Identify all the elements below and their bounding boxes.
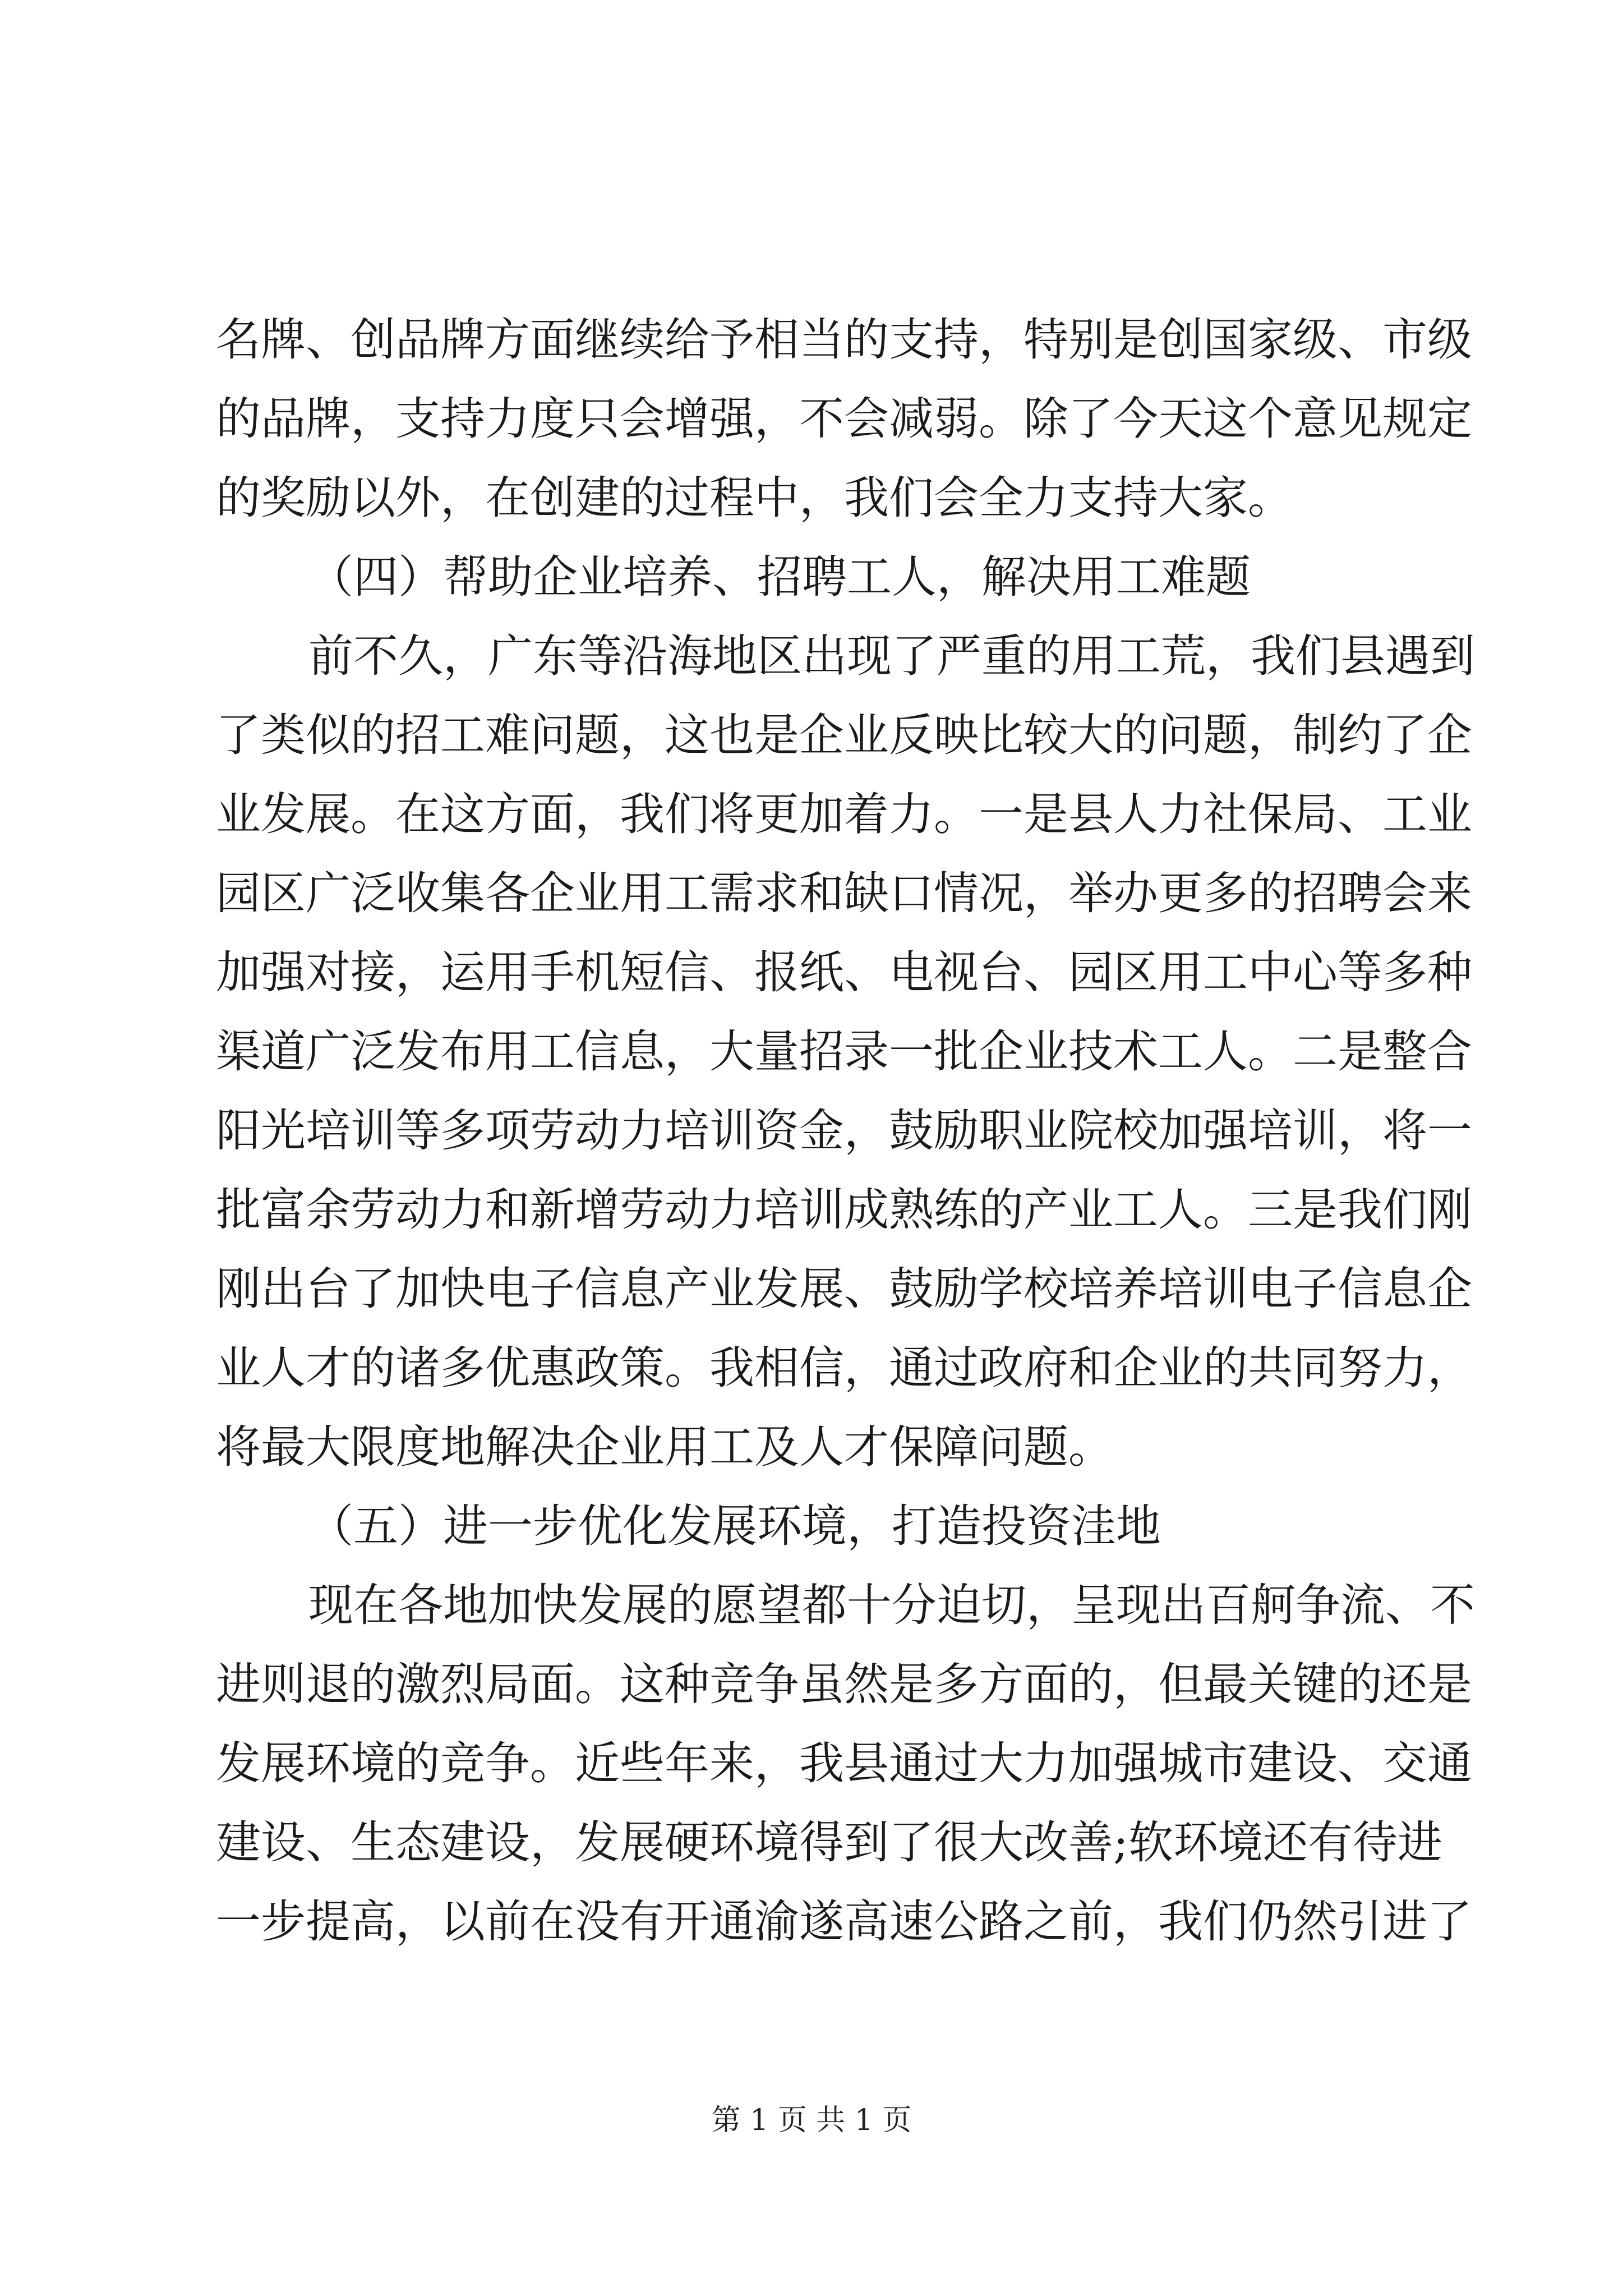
body-text-line: 业发展。在这方面，我们将更加着力。一是县人力社保局、工业 [216, 788, 1472, 840]
body-text-line: 加强对接，运用手机短信、报纸、电视台、园区用工中心等多种 [216, 946, 1472, 999]
body-text-line: 一步提高，以前在没有开通渝遂高速公路之前，我们仍然引进了 [216, 1895, 1472, 1948]
body-text-line: 将最大限度地解决企业用工及人才保障问题。 [216, 1421, 1113, 1473]
body-text-line: 的品牌，支持力度只会增强，不会减弱。除了今天这个意见规定 [216, 393, 1472, 445]
page-number-footer: 第 1 页 共 1 页 [711, 2104, 912, 2137]
paragraph-first-line: 前不久，广东等沿海地区出现了严重的用工荒，我们县遇到 [308, 630, 1475, 682]
body-text-line: 进则退的激烈局面。这种竞争虽然是多方面的，但最关键的还是 [216, 1658, 1472, 1710]
body-text-line: 刚出台了加快电子信息产业发展、鼓励学校培养培训电子信息企 [216, 1263, 1472, 1315]
paragraph-first-line: 现在各地加快发展的愿望都十分迫切，呈现出百舸争流、不 [308, 1579, 1475, 1631]
body-text-line: 的奖励以外，在创建的过程中，我们会全力支持大家。 [216, 472, 1293, 524]
body-text-line: 阳光培训等多项劳动力培训资金，鼓励职业院校加强培训，将一 [216, 1105, 1472, 1157]
body-text-line: 批富余劳动力和新增劳动力培训成熟练的产业工人。三是我们刚 [216, 1184, 1472, 1236]
document-body [216, 300, 1475, 1961]
body-text-line: 渠道广泛发布用工信息，大量招录一批企业技术工人。二是整合 [216, 1025, 1472, 1078]
body-text-line: 园区广泛收集各企业用工需求和缺口情况，举办更多的招聘会来 [216, 867, 1472, 919]
body-text-line: 建设、生态建设，发展硬环境得到了很大改善;软环境还有待进 [216, 1816, 1442, 1869]
section-heading-four: （四）帮助企业培养、招聘工人，解决用工难题 [308, 551, 1251, 603]
body-text-line: 业人才的诸多优惠政策。我相信，通过政府和企业的共同努力， [216, 1342, 1472, 1394]
section-heading-five: （五）进一步优化发展环境，打造投资洼地 [308, 1500, 1161, 1552]
body-text-line: 名牌、创品牌方面继续给予相当的支持，特别是创国家级、市级 [216, 314, 1472, 366]
body-text-line: 了类似的招工难问题，这也是企业反映比较大的问题，制约了企 [216, 709, 1472, 761]
body-text-line: 发展环境的竞争。近些年来，我县通过大力加强城市建设、交通 [216, 1737, 1472, 1789]
